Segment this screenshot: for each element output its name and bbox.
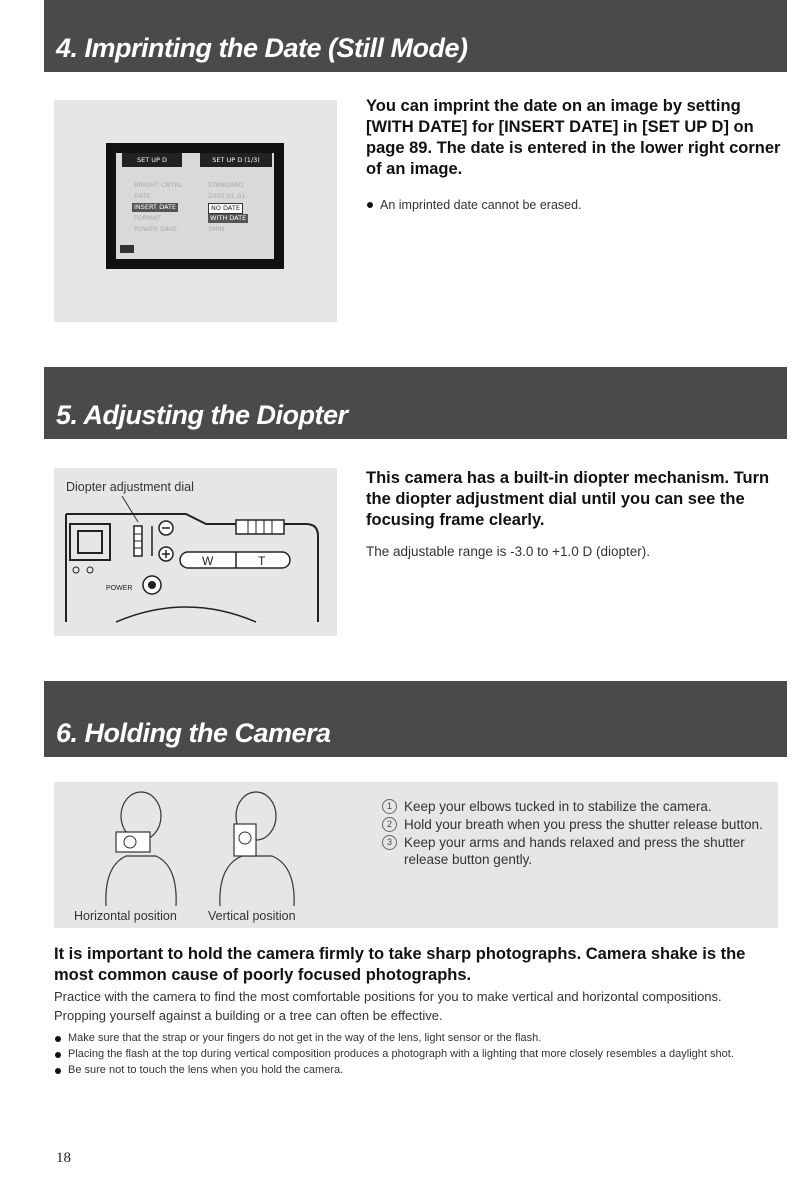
camera-icon [234,824,256,856]
callout-line [122,496,138,522]
lcd-row: DATE [134,192,151,200]
lcd-option: NO DATE [208,203,243,214]
lcd-value: 2002.01.01 [208,192,246,200]
holding-lead: It is important to hold the camera firmly to take sharp photographs. Camera shake is the most common cause of poorly focused photographs. [54,945,746,984]
lcd-option-selected: WITH DATE [210,214,247,222]
camera-back-illustration [56,496,336,624]
section-banner-diopter [44,367,787,439]
note-item: Be sure not to touch the lens when you hold the camera. [54,1062,774,1078]
lcd-row: FORMAT [134,214,161,222]
zoom-lever [180,552,290,568]
page-number: 18 [56,1150,71,1166]
viewfinder-icon [78,531,102,553]
diopter-body: The adjustable range is -3.0 to +1.0 D (diopter). [366,544,651,559]
imprint-lead: You can imprint the date on an image by setting [WITH DATE] for [INSERT DATE] in [SET UP D] on page 89. The date is entered in the lower right corner of an image. [366,97,781,178]
lcd-tab-right: SET UP D (1/3) [200,153,272,167]
holding-vertical-illustration [208,786,308,906]
lcd-screen-illustration [106,143,284,269]
section-banner-holding [44,681,787,757]
led-icon [73,567,79,573]
viewfinder-icon [70,524,110,560]
holding-step: 2 Hold your breath when you press the shutter release button. [382,816,778,833]
lcd-value: STANDARD [208,181,244,189]
holding-body: Practice with the camera to find the most comfortable positions for you to make vertical and horizontal compositions. Propping yourself against a building or a tree can often be effective. [54,989,722,1023]
holding-horizontal-illustration [86,786,196,906]
zoom-t-label: T [258,554,266,568]
step-number: 3 [382,835,397,850]
note-item: Placing the flash at the top during vertical composition produces a photograph with a lighting that more closely resembles a daylight shot. [54,1046,774,1062]
section-title: 6. Holding the Camera [56,718,331,748]
power-label: POWER [106,585,133,592]
section-banner-imprint [44,0,787,72]
caption-vertical: Vertical position [208,909,296,923]
led-icon [87,567,93,573]
camera-icon [116,832,150,852]
section-title: 4. Imprinting the Date (Still Mode) [56,33,468,63]
caption-horizontal: Horizontal position [74,909,177,923]
battery-icon [120,245,134,253]
step-number: 1 [382,799,397,814]
section-title: 5. Adjusting the Diopter [56,400,348,430]
holding-step: 3 Keep your arms and hands relaxed and press the shutter release button gently. [382,834,778,868]
mode-dial-icon [116,607,256,622]
holding-step: 1 Keep your elbows tucked in to stabilize the camera. [382,798,778,815]
step-number: 2 [382,817,397,832]
holding-notes [54,1030,774,1078]
holding-steps [382,798,778,869]
lcd-tab-left: SET UP D [122,153,182,167]
lcd-row: BRIGHT CNTRL [134,181,183,189]
diopter-caption: Diopter adjustment dial [66,480,194,494]
diopter-lead: This camera has a built-in diopter mechanism. Turn the diopter adjustment dial until you can see the focusing frame clearly. [366,469,770,529]
note-item: Make sure that the strap or your fingers do not get in the way of the lens, light sensor or the flash. [54,1030,774,1046]
zoom-w-label: W [202,554,214,568]
lcd-value: 3MIN [208,225,225,233]
lcd-row-selected: INSERT DATE [134,203,177,211]
grip-icon [236,520,284,534]
lcd-row: POWER SAVE [134,225,177,233]
imprint-note: An imprinted date cannot be erased. [366,196,766,214]
